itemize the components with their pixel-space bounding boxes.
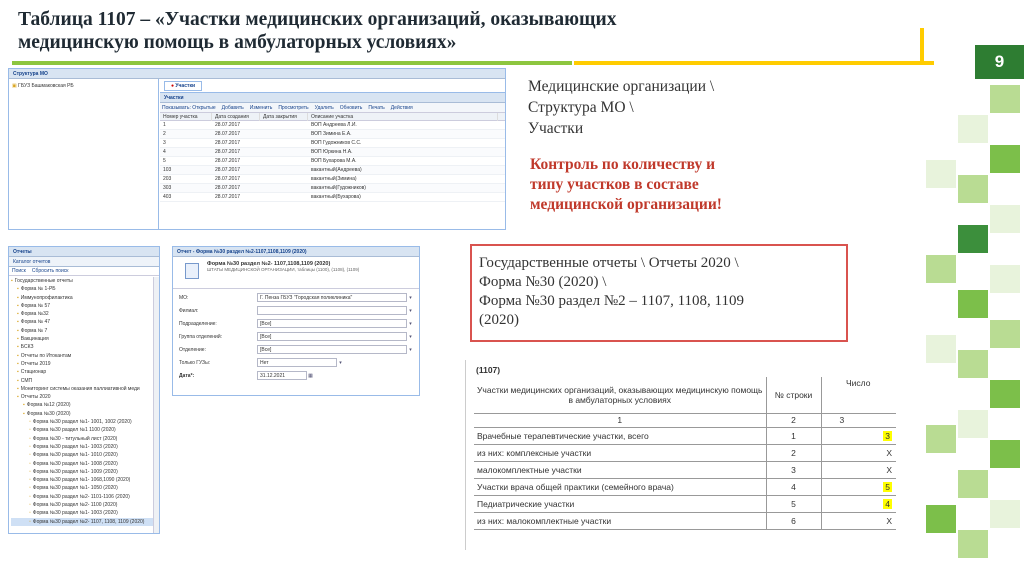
form-field-input[interactable] (257, 306, 407, 315)
reports-tree-item[interactable] (11, 385, 157, 393)
form-fields (173, 289, 419, 388)
struct-cell: 28.07.2017 (215, 185, 241, 191)
table-row (474, 478, 896, 495)
reports-tree-label: Отчеты по Итокантам (20, 352, 72, 359)
reports-tree-item[interactable] (11, 426, 157, 434)
reports-tree-label: Отчеты 2020 (20, 394, 51, 401)
reports-tree-label: Иммунопрофилактика (20, 294, 73, 301)
row-name: Врачебные терапевтические участки, всего (474, 427, 766, 444)
row-name: из них: комплексные участки (474, 444, 766, 461)
row-value (821, 461, 896, 478)
struct-table-header (160, 113, 506, 121)
chevron-down-icon[interactable]: ▾ (409, 334, 412, 340)
struct-cell: 28.07.2017 (215, 149, 241, 155)
struct-table (160, 113, 506, 202)
form-doc-subtitle: ШТАТЫ МЕДИЦИНСКОЙ ОРГАНИЗАЦИИ, таблицы (1100), (1108), (1109) (207, 267, 360, 272)
report-file-icon: ▫ (29, 460, 31, 467)
reports-tree-label: Форма № 1-РБ (20, 286, 56, 293)
form-field-input[interactable]: Г. Пенза ГБУЗ "Городская поликлиника" (257, 293, 407, 302)
folder-icon: ▪ (23, 402, 25, 409)
struct-cell: 403 (163, 194, 172, 200)
reports-tree-label: СМП (20, 377, 33, 384)
struct-toolbar-button[interactable]: Просмотреть (278, 105, 309, 111)
row-line: 5 (766, 495, 821, 512)
reports-tree-item[interactable] (11, 294, 157, 302)
form-field-input[interactable]: [Все] (257, 319, 407, 328)
slide-number-box (975, 45, 1024, 79)
slide-title-line2: медицинскую помощь в амбулаторных условиях» (18, 32, 457, 53)
form-field-label: Подразделение: (179, 321, 217, 327)
table-row (474, 495, 896, 512)
form-field-label: Дата*: (179, 373, 195, 379)
reports-tree-label: Форма № 7 (20, 327, 48, 334)
table-row (474, 427, 896, 444)
report-file-icon: ▫ (29, 493, 31, 500)
head-col-value: Число (821, 377, 896, 413)
struct-cell: 28.07.2017 (215, 158, 241, 164)
row-value (821, 427, 896, 444)
reports-tree-label: Форма №32 (20, 311, 49, 318)
report-file-icon: ▫ (29, 518, 31, 525)
struct-cell: 28.07.2017 (215, 122, 241, 128)
struct-table-row[interactable] (160, 130, 506, 139)
form-window-header: Отчет - Форма №30 раздел №2-1107,1108,1109 (2020) (173, 247, 419, 257)
highlighted-value: 4 (885, 498, 890, 509)
form-field-row (179, 306, 413, 319)
path-line-1: Медицинские организации \ (528, 78, 715, 95)
report-icon (185, 263, 199, 279)
reports-scrollbar[interactable] (153, 277, 159, 534)
form-field-input[interactable]: [Все] (257, 332, 407, 341)
struct-toolbar-button[interactable]: Добавить (221, 105, 244, 111)
report-file-icon: ▫ (29, 443, 31, 450)
struct-window (8, 68, 506, 230)
folder-icon: ▪ (17, 344, 19, 351)
report-file-icon: ▫ (29, 485, 31, 492)
reports-tree-item[interactable] (11, 327, 157, 335)
reports-tree-item[interactable] (11, 418, 157, 426)
tree-root-label: ГБУЗ Башмаковская РБ (18, 83, 74, 89)
reports-tree-item[interactable] (11, 368, 157, 376)
report-file-icon: ▫ (29, 427, 31, 434)
folder-icon: ▪ (23, 410, 25, 417)
struct-main-panel (160, 79, 506, 230)
reports-tree-item[interactable] (11, 484, 157, 492)
reports-tree-item[interactable] (11, 501, 157, 509)
slide-title (18, 8, 818, 54)
report-file-icon: ▫ (29, 452, 31, 459)
row-name: Участки врача общей практики (семейного врача) (474, 478, 766, 495)
row-line: 1 (766, 427, 821, 444)
reports-tree-item[interactable] (11, 451, 157, 459)
reports-toolbar-button[interactable]: Поиск (12, 268, 26, 274)
folder-icon: ▪ (17, 302, 19, 309)
row-value (821, 444, 896, 461)
reports-tree-item[interactable] (11, 360, 157, 368)
reports-tree-label: Форма №30 раздел №1- 1003 (2020) (32, 443, 118, 450)
header-accent-tick (920, 28, 924, 65)
form-field-label: Группа отделений: (179, 334, 222, 340)
table-row (474, 444, 896, 461)
reports-tree-label: Форма №30 раздел №1- 1008 (2020) (32, 460, 118, 467)
reports-tree-label: Форма №30 раздел №1- 1001, 1002 (2020) (32, 419, 132, 426)
reports-tree-label: Форма № 57 (20, 302, 51, 309)
highlighted-value: 5 (885, 481, 890, 492)
form-field-row (179, 371, 413, 384)
reports-tree-label: Мониторинг системы оказания паллиативной меди (20, 385, 140, 392)
box-line-4: (2020) (479, 312, 519, 328)
form-window (172, 246, 420, 396)
struct-cell: 4 (163, 149, 166, 155)
struct-col-header[interactable]: Дата закрытия (260, 113, 308, 121)
box-line-3: Форма №30 раздел №2 – 1107, 1108, 1109 (479, 293, 744, 309)
reports-tree-label: Форма №30 раздел №2- 1101-1106 (2020) (32, 493, 130, 500)
folder-icon: ▪ (17, 385, 19, 392)
reports-tree-item[interactable] (11, 435, 157, 443)
reports-tree-item[interactable] (11, 509, 157, 517)
box-line-2: Форма №30 (2020) \ (479, 274, 607, 290)
struct-toolbar-button[interactable]: Изменить (249, 105, 273, 111)
table-row (474, 512, 896, 529)
reports-tree-label: Отчеты 2019 (20, 360, 51, 367)
header-rule-green (12, 61, 572, 65)
highlighted-value: 3 (885, 430, 890, 441)
reports-tree-item[interactable] (11, 401, 157, 409)
report-file-icon: ▫ (29, 510, 31, 517)
struct-cell: ВОП Зимина Е.А. (311, 131, 352, 137)
struct-cell: ВОП Бухарова М.А. (311, 158, 357, 164)
row-value-text: X (886, 515, 892, 526)
reports-tree-item[interactable] (11, 377, 157, 385)
report-file-icon: ▫ (29, 502, 31, 509)
row-line: 6 (766, 512, 821, 529)
struct-cell: вакантный(Бухарова) (311, 194, 361, 200)
form-field-row (179, 319, 413, 332)
struct-cell: 303 (163, 185, 172, 191)
folder-icon: ▪ (17, 394, 19, 401)
form-table-1107 (465, 360, 902, 550)
reports-window (8, 246, 160, 534)
folder-icon: ▣ (12, 83, 17, 89)
struct-toolbar (160, 103, 506, 113)
form-field-label: Только ГУЗы: (179, 360, 211, 366)
report-file-icon: ▫ (29, 419, 31, 426)
reports-window-header: Отчеты (9, 247, 159, 257)
path-structure (528, 76, 808, 139)
reports-tree-label: Форма №30 раздел №1 1100 (2020) (32, 427, 116, 434)
reports-tree-label: Форма №30 - титульный лист (2020) (32, 435, 118, 442)
reports-tree-item[interactable] (11, 476, 157, 484)
reports-tree-label: Форма №30 раздел №2- 1100 (2020) (32, 502, 118, 509)
report-file-icon: ▫ (29, 435, 31, 442)
struct-cell: ВОП Юркина Н.А. (311, 149, 353, 155)
reports-tree-label: Форма №30 раздел №1- 1009 (2020) (32, 468, 118, 475)
reports-tree-item[interactable] (11, 518, 157, 526)
struct-window-header: Структура МО (9, 69, 505, 79)
reports-tree-item[interactable] (11, 285, 157, 293)
chevron-down-icon[interactable]: ▾ (409, 321, 412, 327)
folder-icon: ▪ (17, 327, 19, 334)
folder-icon: ▪ (17, 311, 19, 318)
reports-tree-item[interactable] (11, 460, 157, 468)
folder-icon: ▪ (11, 278, 13, 284)
reports-tree-item[interactable] (11, 335, 157, 343)
struct-cell: 2 (163, 131, 166, 137)
struct-tree-panel (9, 79, 159, 230)
struct-cell: 28.07.2017 (215, 176, 241, 182)
chevron-down-icon[interactable]: ▾ (409, 295, 412, 301)
table-row (474, 461, 896, 478)
reports-tree (9, 276, 159, 527)
folder-icon: ▪ (17, 286, 19, 293)
struct-cell: 28.07.2017 (215, 167, 241, 173)
reports-tree-item[interactable] (11, 468, 157, 476)
row-name: Педиатрические участки (474, 495, 766, 512)
table-label: (1107) (476, 365, 501, 375)
reports-tree-item[interactable] (11, 352, 157, 360)
form-field-label: Отделение: (179, 347, 206, 353)
form-field-row (179, 345, 413, 358)
tab-uchastki[interactable] (164, 81, 202, 91)
struct-table-row[interactable] (160, 184, 506, 193)
struct-cell: 203 (163, 176, 172, 182)
struct-toolbar-button[interactable]: Показывать: Открытые (162, 105, 216, 111)
struct-table-row[interactable] (160, 175, 506, 184)
struct-cell: вакантный(Андреева) (311, 167, 362, 173)
control-warning (530, 155, 820, 215)
calendar-icon[interactable]: ▦ (308, 373, 313, 379)
num-col-3: 3 (821, 413, 896, 427)
struct-table-row[interactable] (160, 121, 506, 130)
struct-cell: 5 (163, 158, 166, 164)
reports-tree-item[interactable] (11, 393, 157, 401)
reports-tree-label: Форма №30 раздел №1- 1050 (2020) (32, 485, 118, 492)
folder-icon: ▪ (17, 360, 19, 367)
form-field-row (179, 358, 413, 371)
tree-root[interactable] (12, 82, 155, 90)
form-field-label: МО: (179, 295, 189, 301)
form-field-label: Филиал: (179, 308, 199, 314)
head-col-line: № строки (766, 377, 821, 413)
struct-cell: 28.07.2017 (215, 194, 241, 200)
reports-tree-label: Форма №30 раздел №1- 1003 (2020) (32, 510, 118, 517)
pin-icon: ● (171, 83, 175, 89)
row-value-text: X (886, 464, 892, 475)
struct-cell: 28.07.2017 (215, 140, 241, 146)
row-value (821, 495, 896, 512)
table-head-row (474, 377, 896, 413)
struct-table-row[interactable] (160, 139, 506, 148)
form-doc-title: Форма №30 раздел №2- 1107,1108,1109 (2020) (207, 261, 331, 267)
struct-cell: вакантный(Гудожников) (311, 185, 366, 191)
chevron-down-icon[interactable]: ▾ (409, 308, 412, 314)
report-file-icon: ▫ (29, 477, 31, 484)
path-line-3: Участки (528, 120, 584, 137)
folder-icon: ▪ (17, 352, 19, 359)
struct-table-row[interactable] (160, 157, 506, 166)
reports-tree-label: Форма № 47 (20, 319, 51, 326)
reports-tree-label: Форма №30 раздел №1- 1068,1090 (2020) (32, 477, 131, 484)
struct-toolbar-button[interactable]: Действия (390, 105, 413, 111)
report-path-box (470, 244, 848, 342)
struct-col-header[interactable]: Дата создания (212, 113, 260, 121)
struct-toolbar-button[interactable]: Печать (368, 105, 385, 111)
slide-number: 9 (994, 52, 1005, 71)
reports-tree-item[interactable] (11, 302, 157, 310)
folder-icon: ▪ (17, 377, 19, 384)
struct-toolbar-button[interactable]: Обновить (339, 105, 363, 111)
reports-tree-label: Форма №12 (2020) (26, 402, 71, 409)
folder-icon: ▪ (17, 294, 19, 301)
reports-tree-label: Стационар (20, 369, 47, 376)
tab-uchastki-label: Участки (175, 83, 196, 89)
panel-title: Участки (160, 93, 506, 103)
reports-tree-item[interactable] (11, 277, 157, 285)
reports-tree-item[interactable] (11, 443, 157, 451)
reports-catalog-header: Каталог отчетов (9, 257, 159, 267)
struct-cell: вакантный(Зимина) (311, 176, 357, 182)
chevron-down-icon[interactable]: ▾ (409, 347, 412, 353)
folder-icon: ▪ (17, 369, 19, 376)
reports-tree-label: БСКЗ (20, 344, 34, 351)
table-1107 (474, 377, 896, 530)
reports-toolbar (9, 267, 159, 276)
form-field-input[interactable]: Нет (257, 358, 337, 367)
row-line: 4 (766, 478, 821, 495)
row-value (821, 478, 896, 495)
struct-col-header[interactable]: Номер участка (160, 113, 212, 121)
header-rule-yellow (574, 61, 934, 65)
struct-cell: ВОП Андреева Л.И. (311, 122, 357, 128)
reports-tree-label: Форма №30 раздел №1- 1010 (2020) (32, 452, 118, 459)
reports-tree-label: Вакцинация (20, 336, 49, 343)
row-name: малокомплектные участки (474, 461, 766, 478)
struct-cell: 28.07.2017 (215, 131, 241, 137)
reports-tree-item[interactable] (11, 410, 157, 418)
head-col-name: Участки медицинских организаций, оказывающих медицинскую помощь в амбулаторных условиях (474, 377, 766, 413)
reports-toolbar-button[interactable]: Сбросить поиск (31, 268, 69, 274)
reports-tree-label: Форма №30 (2020) (26, 410, 71, 417)
slide-title-line1: Таблица 1107 – «Участки медицинских организаций, оказывающих (18, 9, 617, 30)
report-file-icon: ▫ (29, 468, 31, 475)
struct-cell: 103 (163, 167, 172, 173)
row-name: из них: малокомплектные участки (474, 512, 766, 529)
path-line-2: Структура МО \ (528, 99, 634, 116)
struct-table-row[interactable] (160, 148, 506, 157)
reports-tree-item[interactable] (11, 310, 157, 318)
num-col-1: 1 (474, 413, 766, 427)
struct-toolbar-button[interactable]: Удалить (314, 105, 334, 111)
row-value (821, 512, 896, 529)
form-field-row (179, 332, 413, 345)
reports-tree-label: Государственные отчеты (14, 278, 73, 284)
reports-tree-item[interactable] (11, 318, 157, 326)
form-field-input[interactable]: [Все] (257, 345, 407, 354)
box-line-1: Государственные отчеты \ Отчеты 2020 \ (479, 255, 739, 271)
struct-table-row[interactable] (160, 193, 506, 202)
struct-col-header[interactable]: Описание участка (308, 113, 498, 121)
row-line: 2 (766, 444, 821, 461)
reports-tree-item[interactable] (11, 343, 157, 351)
folder-icon: ▪ (17, 319, 19, 326)
warning-line-3: медицинской организации! (530, 196, 722, 213)
reports-tree-item[interactable] (11, 493, 157, 501)
row-value-text: X (886, 447, 892, 458)
table-num-row (474, 413, 896, 427)
folder-icon: ▪ (17, 336, 19, 343)
chevron-down-icon[interactable]: ▾ (339, 360, 342, 366)
form-field-row (179, 293, 413, 306)
struct-cell: ВОП Гудожников С.С. (311, 140, 362, 146)
struct-cell: 3 (163, 140, 166, 146)
num-col-2: 2 (766, 413, 821, 427)
warning-line-1: Контроль по количеству и (530, 156, 716, 173)
form-field-input[interactable]: 31.12.2021 (257, 371, 307, 380)
struct-table-row[interactable] (160, 166, 506, 175)
reports-tree-label: Форма №30 раздел №2- 1107, 1108, 1109 (2020) (32, 518, 145, 525)
row-line: 3 (766, 461, 821, 478)
warning-line-2: типу участков в составе (530, 176, 699, 193)
struct-cell: 1 (163, 122, 166, 128)
